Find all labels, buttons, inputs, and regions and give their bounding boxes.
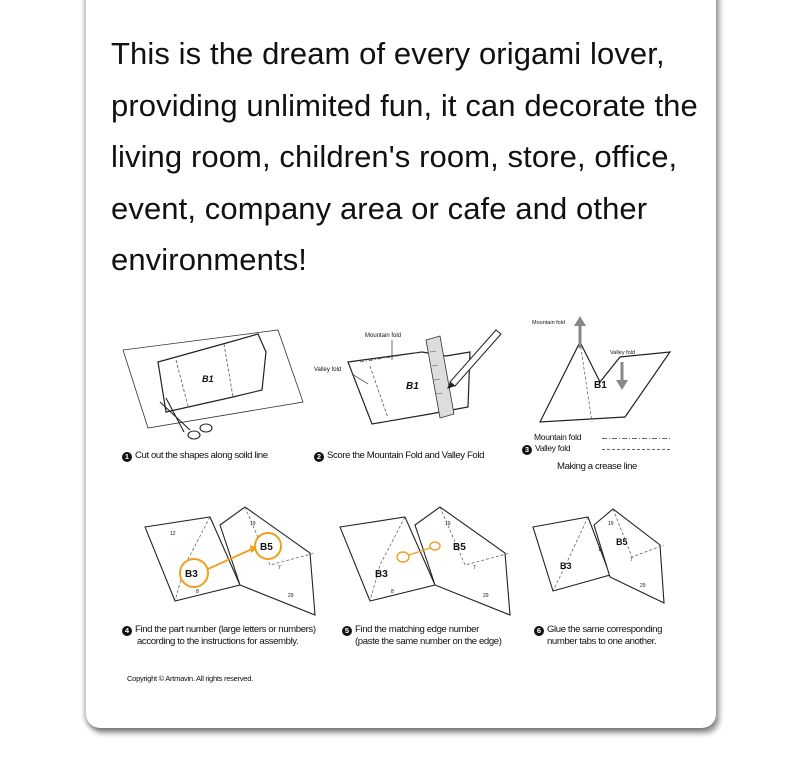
step3-caption: Making a crease line [557, 461, 637, 472]
b1-label-step2: B1 [406, 381, 419, 392]
svg-text:7: 7 [473, 565, 476, 571]
b1-label-step1: B1 [202, 374, 214, 384]
svg-text:29: 29 [483, 593, 489, 599]
step2-score-illustration [310, 322, 515, 447]
b1-label-step3: B1 [594, 380, 607, 391]
svg-text:1: 1 [598, 547, 601, 553]
intro-paragraph: This is the dream of every origami lover, providing unlimited fun, it can decorate the living room, children's room, store, office, event, company area or cafe and other environments! [111, 36, 698, 277]
svg-text:8: 8 [196, 589, 199, 595]
step1-caption: 1 Cut out the shapes along soild line [122, 450, 268, 462]
b5-label-step4: B5 [260, 542, 273, 553]
b3-label-step5: B3 [375, 569, 388, 580]
step5-edge-number-illustration [335, 505, 520, 617]
svg-text:7: 7 [630, 557, 633, 563]
b5-label-step5: B5 [453, 542, 466, 553]
valley-fold-label: Valley fold [314, 367, 342, 373]
mountain-fold-label-step3: Mountain fold [532, 320, 566, 326]
step4-caption: 4 Find the part number (large letters or numbers) according to the instructions for assembly. [122, 624, 316, 647]
mountain-fold-line-icon [602, 437, 672, 440]
up-arrow-icon [574, 316, 586, 348]
svg-text:29: 29 [288, 593, 294, 599]
step2-caption: 2 Score the Mountain Fold and Valley Fold [314, 450, 484, 462]
svg-text:29: 29 [640, 583, 646, 589]
svg-text:19: 19 [250, 521, 256, 527]
step6-caption: 6 Glue the same corresponding number tabs to one another. [534, 624, 662, 647]
copyright-notice: Copyright © Artmavin. All rights reserved. [127, 674, 253, 683]
svg-text:12: 12 [170, 531, 176, 537]
svg-text:8: 8 [391, 589, 394, 595]
svg-text:19: 19 [608, 521, 614, 527]
step1-cut-illustration [118, 320, 310, 450]
step5-caption: 5 Find the matching edge number (paste the same number on the edge) [342, 624, 502, 647]
step4-part-number-illustration [140, 505, 325, 617]
svg-text:19: 19 [445, 521, 451, 527]
valley-fold-line-icon [602, 448, 672, 451]
step3-crease-illustration [520, 312, 680, 432]
b3-label-step6: B3 [560, 561, 572, 571]
valley-fold-label-step3: Valley fold [610, 350, 635, 356]
b3-label-step4: B3 [185, 569, 198, 580]
step6-glue-illustration [528, 505, 673, 617]
legend-valley-fold: Valley fold [535, 443, 571, 453]
b5-label-step6: B5 [616, 537, 628, 547]
mountain-fold-label: Mountain fold [365, 333, 402, 339]
legend-mountain-fold: Mountain fold [534, 432, 582, 442]
svg-text:7: 7 [278, 565, 281, 571]
